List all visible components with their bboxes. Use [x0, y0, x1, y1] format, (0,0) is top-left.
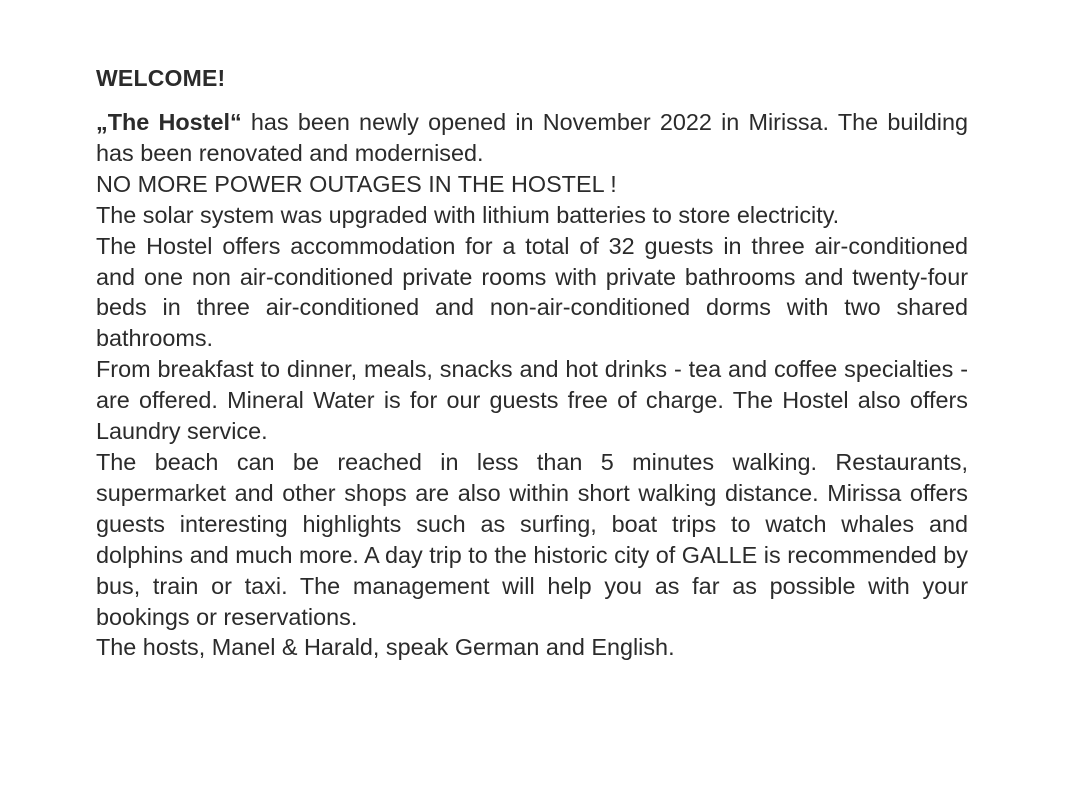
intro-text: has been newly opened in November 2022 in Mirissa. The building has been renovated and modernised. — [96, 109, 968, 166]
accommodation-paragraph: The Hostel offers accommodation for a total of 32 guests in three air-conditioned and one non air-conditioned private rooms with private bathrooms and twenty-four beds in three air-conditioned and non-air-conditioned dorms with two shared bathrooms. — [96, 232, 968, 352]
power-outage-notice: NO MORE POWER OUTAGES IN THE HOSTEL ! — [96, 170, 617, 197]
quote-open: „ — [96, 109, 108, 135]
welcome-document — [96, 62, 968, 663]
page-heading: WELCOME! — [96, 65, 226, 91]
quote-close: “ — [229, 109, 242, 135]
solar-system-paragraph: The solar system was upgraded with lithium batteries to store electricity. — [96, 201, 840, 228]
meals-paragraph: From breakfast to dinner, meals, snacks and hot drinks - tea and coffee specialties - are offered. Mineral Water is for our guests free of charge. The Hostel also offers Laundry service. — [96, 356, 968, 445]
hostel-name: The Hostel — [107, 109, 230, 135]
hosts-paragraph: The hosts, Manel & Harald, speak German and English. — [96, 634, 675, 661]
location-paragraph: The beach can be reached in less than 5 minutes walking. Restaurants, supermarket and other shops are also within short walking distance. Mirissa offers guests interesting highlights such as surfing, boat trips to watch whales and dolphins and much more. A day trip to the historic city of GALLE is recommended by bus, train or taxi. The management will help you as far as possible with your bookings or reservations. — [96, 448, 968, 630]
intro-paragraph — [96, 107, 968, 169]
